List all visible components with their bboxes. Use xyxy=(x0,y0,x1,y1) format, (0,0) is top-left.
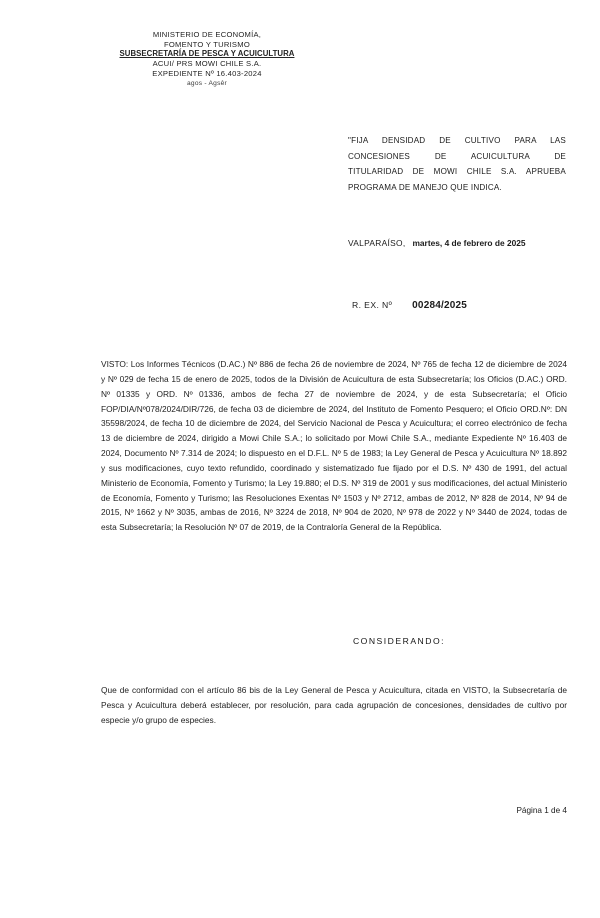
visto-paragraph: VISTO: Los Informes Técnicos (D.AC.) Nº 886 de fecha 26 de noviembre de 2024, Nº 765 de fecha 12 de diciembre de 2024 y Nº 029 de fecha 15 de enero de 2025, todos de la División de Acuicultura de esta Subsecretaría; los Oficios (D.AC.) ORD. Nº 01335 y ORD. Nº 01336, ambos de fecha 27 de noviembre de 2024, y de esta Subsecretaría; el Oficio FOP/DIA/Nº078/2024/DIR/726, de fecha 03 de diciembre de 2024, del Instituto de Fomento Pesquero; el Oficio ORD.Nº: DN 35598/2024, de fecha 10 de diciembre de 2024, del Servicio Nacional de Pesca y Acuicultura; el correo electrónico de fecha 13 de diciembre de 2024, dirigido a Mowi Chile S.A.; lo solicitado por Mowi Chile S.A., mediante Expediente Nº 16.403 de 2024, Documento Nº 7.314 de 2024; lo dispuesto en el D.F.L. Nº 5 de 1983; la Ley General de Pesca y Acuicultura Nº 18.892 y sus modificaciones, cuyo texto refundido, coordinado y sistematizado fue fijado por el D.S. Nº 430 de 1991, del actual Ministerio de Economía, Fomento y Turismo; la Ley 19.880; el D.S. Nº 319 de 2001 y sus modificaciones, del actual Ministerio de Economía, Fomento y Turismo; las Resoluciones Exentas Nº 1503 y Nº 2712, ambas de 2012, Nº 828 de 2014, Nº 94 de 2015, Nº 1662 y Nº 3035, ambas de 2016, Nº 3224 de 2018, Nº 904 de 2020, Nº 978 de 2022 y Nº 3440 de 2024, todas de esta Subsecretaría; la Resolución Nº 07 de 2019, de la Contraloría General de la República. xyxy=(101,359,567,533)
considerando-section xyxy=(101,683,567,728)
resolution-number-line xyxy=(352,300,467,311)
ministry-line-2: FOMENTO Y TURISMO xyxy=(164,39,250,49)
resolution-number: 00284/2025 xyxy=(412,300,468,311)
agency-name: SUBSECRETARÍA DE PESCA Y ACUICULTURA xyxy=(119,49,295,59)
reference-code: ACUI/ PRS MOWI CHILE S.A. xyxy=(152,59,262,69)
file-number: EXPEDIENTE Nº 16.403-2024 xyxy=(152,69,262,79)
subject-block xyxy=(348,133,566,195)
subject-line-3: TITULARIDAD DE MOWI CHILE S.A. APRUEBA xyxy=(348,167,566,177)
subject-line-1: "FIJA DENSIDAD DE CULTIVO PARA LAS xyxy=(348,136,566,145)
considerando-heading-wrap xyxy=(101,636,567,646)
considerando-paragraph: Que de conformidad con el artículo 86 bis de la Ley General de Pesca y Acuicultura, citada en VISTO, la Subsecretaría de Pesca y Acuicultura deberá establecer, por resolución, para cada agrupación de concesiones, densidades de cultivo por especie y/o grupo de especies. xyxy=(101,685,567,725)
subject-line-2: CONCESIONES DE ACUICULTURA DE xyxy=(348,151,566,161)
page-number: Página 1 de 4 xyxy=(516,806,567,815)
resolution-label: R. EX. Nº xyxy=(352,300,393,310)
considerando-heading: CONSIDERANDO: xyxy=(352,636,446,646)
issue-date: martes, 4 de febrero de 2025 xyxy=(412,238,526,248)
ministry-line-1: MINISTERIO DE ECONOMÍA, xyxy=(152,30,262,39)
visto-section xyxy=(101,357,567,535)
place-name: VALPARAÍSO, xyxy=(348,238,406,248)
drafter-initials: agos - Agsêr xyxy=(186,79,228,87)
letterhead xyxy=(78,30,336,88)
place-and-date xyxy=(348,238,526,248)
subject-line-4: PROGRAMA DE MANEJO QUE INDICA. xyxy=(348,182,502,192)
